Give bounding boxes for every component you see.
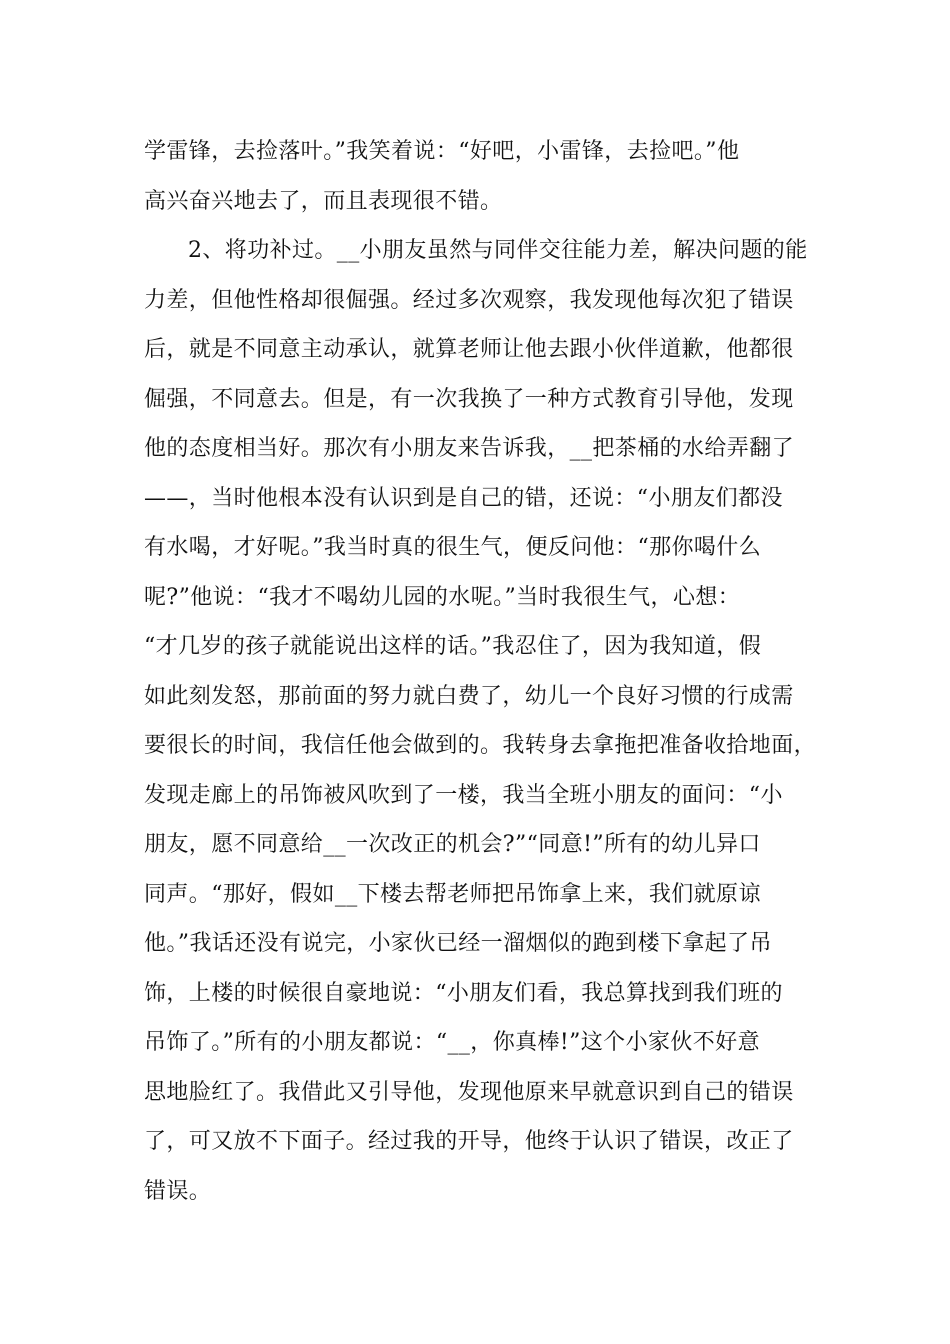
text-line: 如此刻发怒，那前面的努力就白费了，幼儿一个良好习惯的行成需 [144,684,794,709]
text-line: “才几岁的孩子就能说出这样的话。”我忍住了，因为我知道，假 [144,634,762,659]
text-line: 朋友，愿不同意给__一次改正的机会?”“同意!”所有的幼儿异口 [144,832,761,857]
text-line: 了，可又放不下面子。经过我的开导，他终于认识了错误，改正了 [144,1129,794,1154]
text-line: 吊饰了。”所有的小朋友都说：“__，你真棒!”这个小家伙不好意 [144,1030,760,1055]
text-line: 后，就是不同意主动承认，就算老师让他去跟小伙伴道歉，他都很 [144,337,794,362]
text-line: 错误。 [144,1179,212,1204]
text-line: 高兴奋兴地去了，而且表现很不错。 [144,189,503,214]
text-line: 饰，上楼的时候很自豪地说：“小朋友们看，我总算找到我们班的 [144,981,783,1006]
text-line: 他的态度相当好。那次有小朋友来告诉我，__把茶桶的水给弄翻了 [144,436,795,461]
text-line: 有水喝，才好呢。”我当时真的很生气，便反问他：“那你喝什么 [144,535,762,560]
text-line: 呢?”他说：“我才不喝幼儿园的水呢。”当时我很生气，心想： [144,585,741,610]
text-line: ——，当时他根本没有认识到是自己的错，还说：“小朋友们都没 [144,486,783,511]
text-line: 同声。“那好，假如__下楼去帮老师把吊饰拿上来，我们就原谅 [144,882,761,907]
text-line: 力差，但他性格却很倔强。经过多次观察，我发现他每次犯了错误 [144,288,794,313]
text-line: 学雷锋，去捡落叶。”我笑着说：“好吧，小雷锋，去捡吧。”他 [144,139,740,164]
text-line: 思地脸红了。我借此又引导他，发现他原来早就意识到自己的错误 [144,1080,794,1105]
text-line: 倔强，不同意去。但是，有一次我换了一种方式教育引导他，发现 [144,387,794,412]
text-line: 他。”我话还没有说完，小家伙已经一溜烟似的跑到楼下拿起了吊 [144,931,772,956]
text-line: 要很长的时间，我信任他会做到的。我转身去拿拖把准备收拾地面， [144,733,817,758]
text-line: 发现走廊上的吊饰被风吹到了一楼，我当全班小朋友的面问：“小 [144,783,783,808]
text-line: 2、将功补过。__小朋友虽然与同伴交往能力差，解决问题的能 [188,238,808,263]
